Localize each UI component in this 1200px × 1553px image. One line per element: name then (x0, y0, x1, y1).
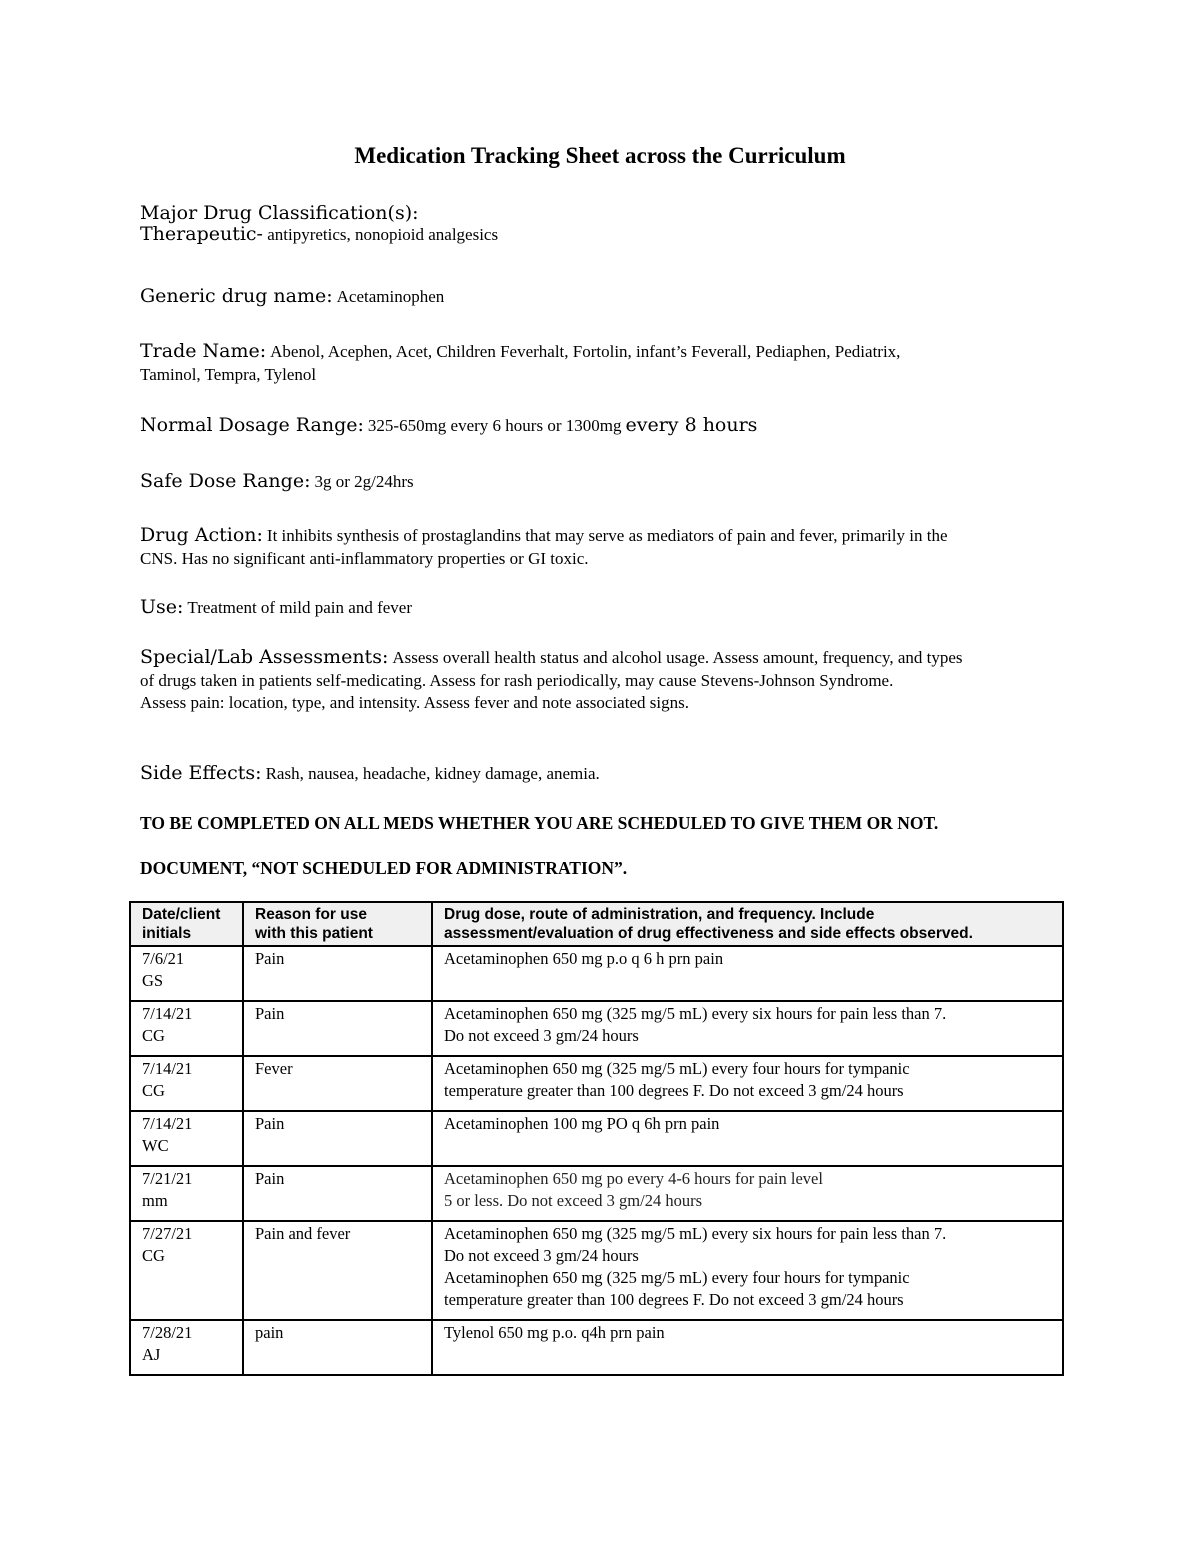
table-row (130, 1166, 1063, 1221)
generic-name-value: Acetaminophen (336, 287, 445, 306)
classification-label: Major Drug Classification(s): (140, 202, 419, 224)
row-date: 7/28/21 (142, 1323, 193, 1342)
row-initials: WC (142, 1136, 169, 1155)
special-assessments-value-line3: Assess pain: location, type, and intensity. Assess fever and note associated signs. (140, 693, 689, 712)
table-row (130, 1001, 1063, 1056)
side-effects-label: Side Effects: (140, 762, 262, 784)
table-header-row (130, 902, 1063, 946)
row-initials: mm (142, 1191, 168, 1210)
row-drug-line2: 5 or less. Do not exceed 3 gm/24 hours (444, 1191, 702, 1210)
row-drug-line1: Acetaminophen 650 mg p.o q 6 h prn pain (444, 949, 724, 968)
classification-section (140, 202, 1070, 247)
cell-date-initials (130, 1001, 243, 1056)
header-drug-dose (432, 902, 1063, 946)
cell-reason: Pain (243, 1111, 432, 1166)
trade-name-value-line1: Abenol, Acephen, Acet, Children Feverhalt, Fortolin, infant’s Feverall, Pediaphen, Pediatrix, (270, 342, 901, 361)
generic-name-label: Generic drug name: (140, 285, 333, 307)
instruction-document-not-scheduled: DOCUMENT, “NOT SCHEDULED FOR ADMINISTRATION”. (140, 858, 628, 878)
row-date: 7/6/21 (142, 949, 185, 968)
row-drug-line1: Acetaminophen 650 mg (325 mg/5 mL) every six hours for pain less than 7. (444, 1004, 947, 1023)
header-drug-line2: assessment/evaluation of drug effectiveness and side effects observed. (444, 925, 973, 942)
classification-value (140, 223, 1070, 247)
special-assessments-section (140, 646, 1070, 714)
row-drug-line3: Acetaminophen 650 mg (325 mg/5 mL) every four hours for tympanic (444, 1268, 910, 1287)
cell-drug-dose (432, 1001, 1063, 1056)
safe-dose-section (140, 470, 1070, 494)
cell-drug-dose (432, 1221, 1063, 1320)
cell-drug-dose (432, 1320, 1063, 1375)
row-drug-line2: Do not exceed 3 gm/24 hours (444, 1026, 639, 1045)
row-drug-line4: temperature greater than 100 degrees F. Do not exceed 3 gm/24 hours (444, 1290, 904, 1309)
normal-dosage-value-tail: every 8 hours (625, 414, 758, 436)
row-date: 7/14/21 (142, 1004, 193, 1023)
table-row (130, 946, 1063, 1001)
header-reason-line1: Reason for use (255, 906, 367, 923)
drug-action-value-line2: CNS. Has no significant anti-inflammatory properties or GI toxic. (140, 549, 589, 568)
row-drug-line1: Acetaminophen 650 mg (325 mg/5 mL) every four hours for tympanic (444, 1059, 910, 1078)
generic-name-section (140, 285, 1070, 309)
row-date: 7/14/21 (142, 1059, 193, 1078)
header-date-line1: Date/client (142, 906, 221, 923)
normal-dosage-label: Normal Dosage Range: (140, 414, 364, 436)
cell-reason: Pain (243, 1001, 432, 1056)
cell-reason: pain (243, 1320, 432, 1375)
row-drug-line1: Acetaminophen 100 mg PO q 6h prn pain (444, 1114, 720, 1133)
cell-reason: Pain (243, 1166, 432, 1221)
trade-name-label: Trade Name: (140, 340, 267, 362)
header-reason (243, 902, 432, 946)
safe-dose-label: Safe Dose Range: (140, 470, 311, 492)
safe-dose-value: 3g or 2g/24hrs (314, 472, 414, 491)
use-section (140, 596, 1070, 620)
cell-date-initials (130, 1320, 243, 1375)
cell-reason: Pain (243, 946, 432, 1001)
cell-date-initials (130, 946, 243, 1001)
special-assessments-value-line2: of drugs taken in patients self-medicating. Assess for rash periodically, may cause Stevens-Johnson Syndrome. (140, 671, 894, 690)
header-drug-line1: Drug dose, route of administration, and frequency. Include (444, 906, 875, 923)
row-initials: CG (142, 1081, 165, 1100)
row-drug-line1: Acetaminophen 650 mg (325 mg/5 mL) every six hours for pain less than 7. (444, 1224, 947, 1243)
cell-reason: Pain and fever (243, 1221, 432, 1320)
side-effects-section (140, 762, 1070, 786)
cell-date-initials (130, 1056, 243, 1111)
trade-name-section (140, 340, 1070, 386)
row-drug-line2: Do not exceed 3 gm/24 hours (444, 1246, 639, 1265)
classification-prefix: Therapeutic- (140, 223, 263, 245)
cell-date-initials (130, 1221, 243, 1320)
medication-table (129, 901, 1064, 1376)
normal-dosage-value: 325-650mg every 6 hours or 1300mg (367, 416, 622, 435)
cell-reason: Fever (243, 1056, 432, 1111)
cell-drug-dose (432, 1111, 1063, 1166)
table-row (130, 1221, 1063, 1320)
page-title: Medication Tracking Sheet across the Curriculum (354, 143, 846, 168)
row-initials: CG (142, 1246, 165, 1265)
row-initials: CG (142, 1026, 165, 1045)
drug-action-label: Drug Action: (140, 524, 263, 546)
row-date: 7/27/21 (142, 1224, 193, 1243)
row-drug-line2: temperature greater than 100 degrees F. Do not exceed 3 gm/24 hours (444, 1081, 904, 1100)
cell-date-initials (130, 1166, 243, 1221)
row-initials: AJ (142, 1345, 161, 1364)
table-row (130, 1056, 1063, 1111)
row-drug-line1: Tylenol 650 mg p.o. q4h prn pain (444, 1323, 665, 1342)
cell-drug-dose (432, 1056, 1063, 1111)
header-reason-line2: with this patient (255, 925, 373, 942)
cell-drug-dose (432, 1166, 1063, 1221)
trade-name-value-line2: Taminol, Tempra, Tylenol (140, 365, 317, 384)
special-assessments-value-line1: Assess overall health status and alcohol usage. Assess amount, frequency, and types (392, 648, 963, 667)
row-date: 7/14/21 (142, 1114, 193, 1133)
drug-action-value-line1: It inhibits synthesis of prostaglandins that may serve as mediators of pain and fever, primarily in the (266, 526, 948, 545)
use-value: Treatment of mild pain and fever (187, 598, 412, 617)
classification-text: antipyretics, nonopioid analgesics (262, 225, 499, 244)
cell-drug-dose (432, 946, 1063, 1001)
table-row (130, 1111, 1063, 1166)
normal-dosage-section (140, 414, 1070, 438)
header-date-initials (130, 902, 243, 946)
instruction-complete-all: TO BE COMPLETED ON ALL MEDS WHETHER YOU ARE SCHEDULED TO GIVE THEM OR NOT. (140, 813, 939, 833)
drug-action-section (140, 524, 1070, 570)
special-assessments-label: Special/Lab Assessments: (140, 646, 389, 668)
table-row (130, 1320, 1063, 1375)
header-date-line2: initials (142, 925, 192, 942)
cell-date-initials (130, 1111, 243, 1166)
side-effects-value: Rash, nausea, headache, kidney damage, anemia. (265, 764, 600, 783)
row-drug-line1: Acetaminophen 650 mg po every 4-6 hours for pain level (444, 1169, 823, 1188)
row-date: 7/21/21 (142, 1169, 193, 1188)
row-initials: GS (142, 971, 164, 990)
use-label: Use: (140, 596, 184, 618)
